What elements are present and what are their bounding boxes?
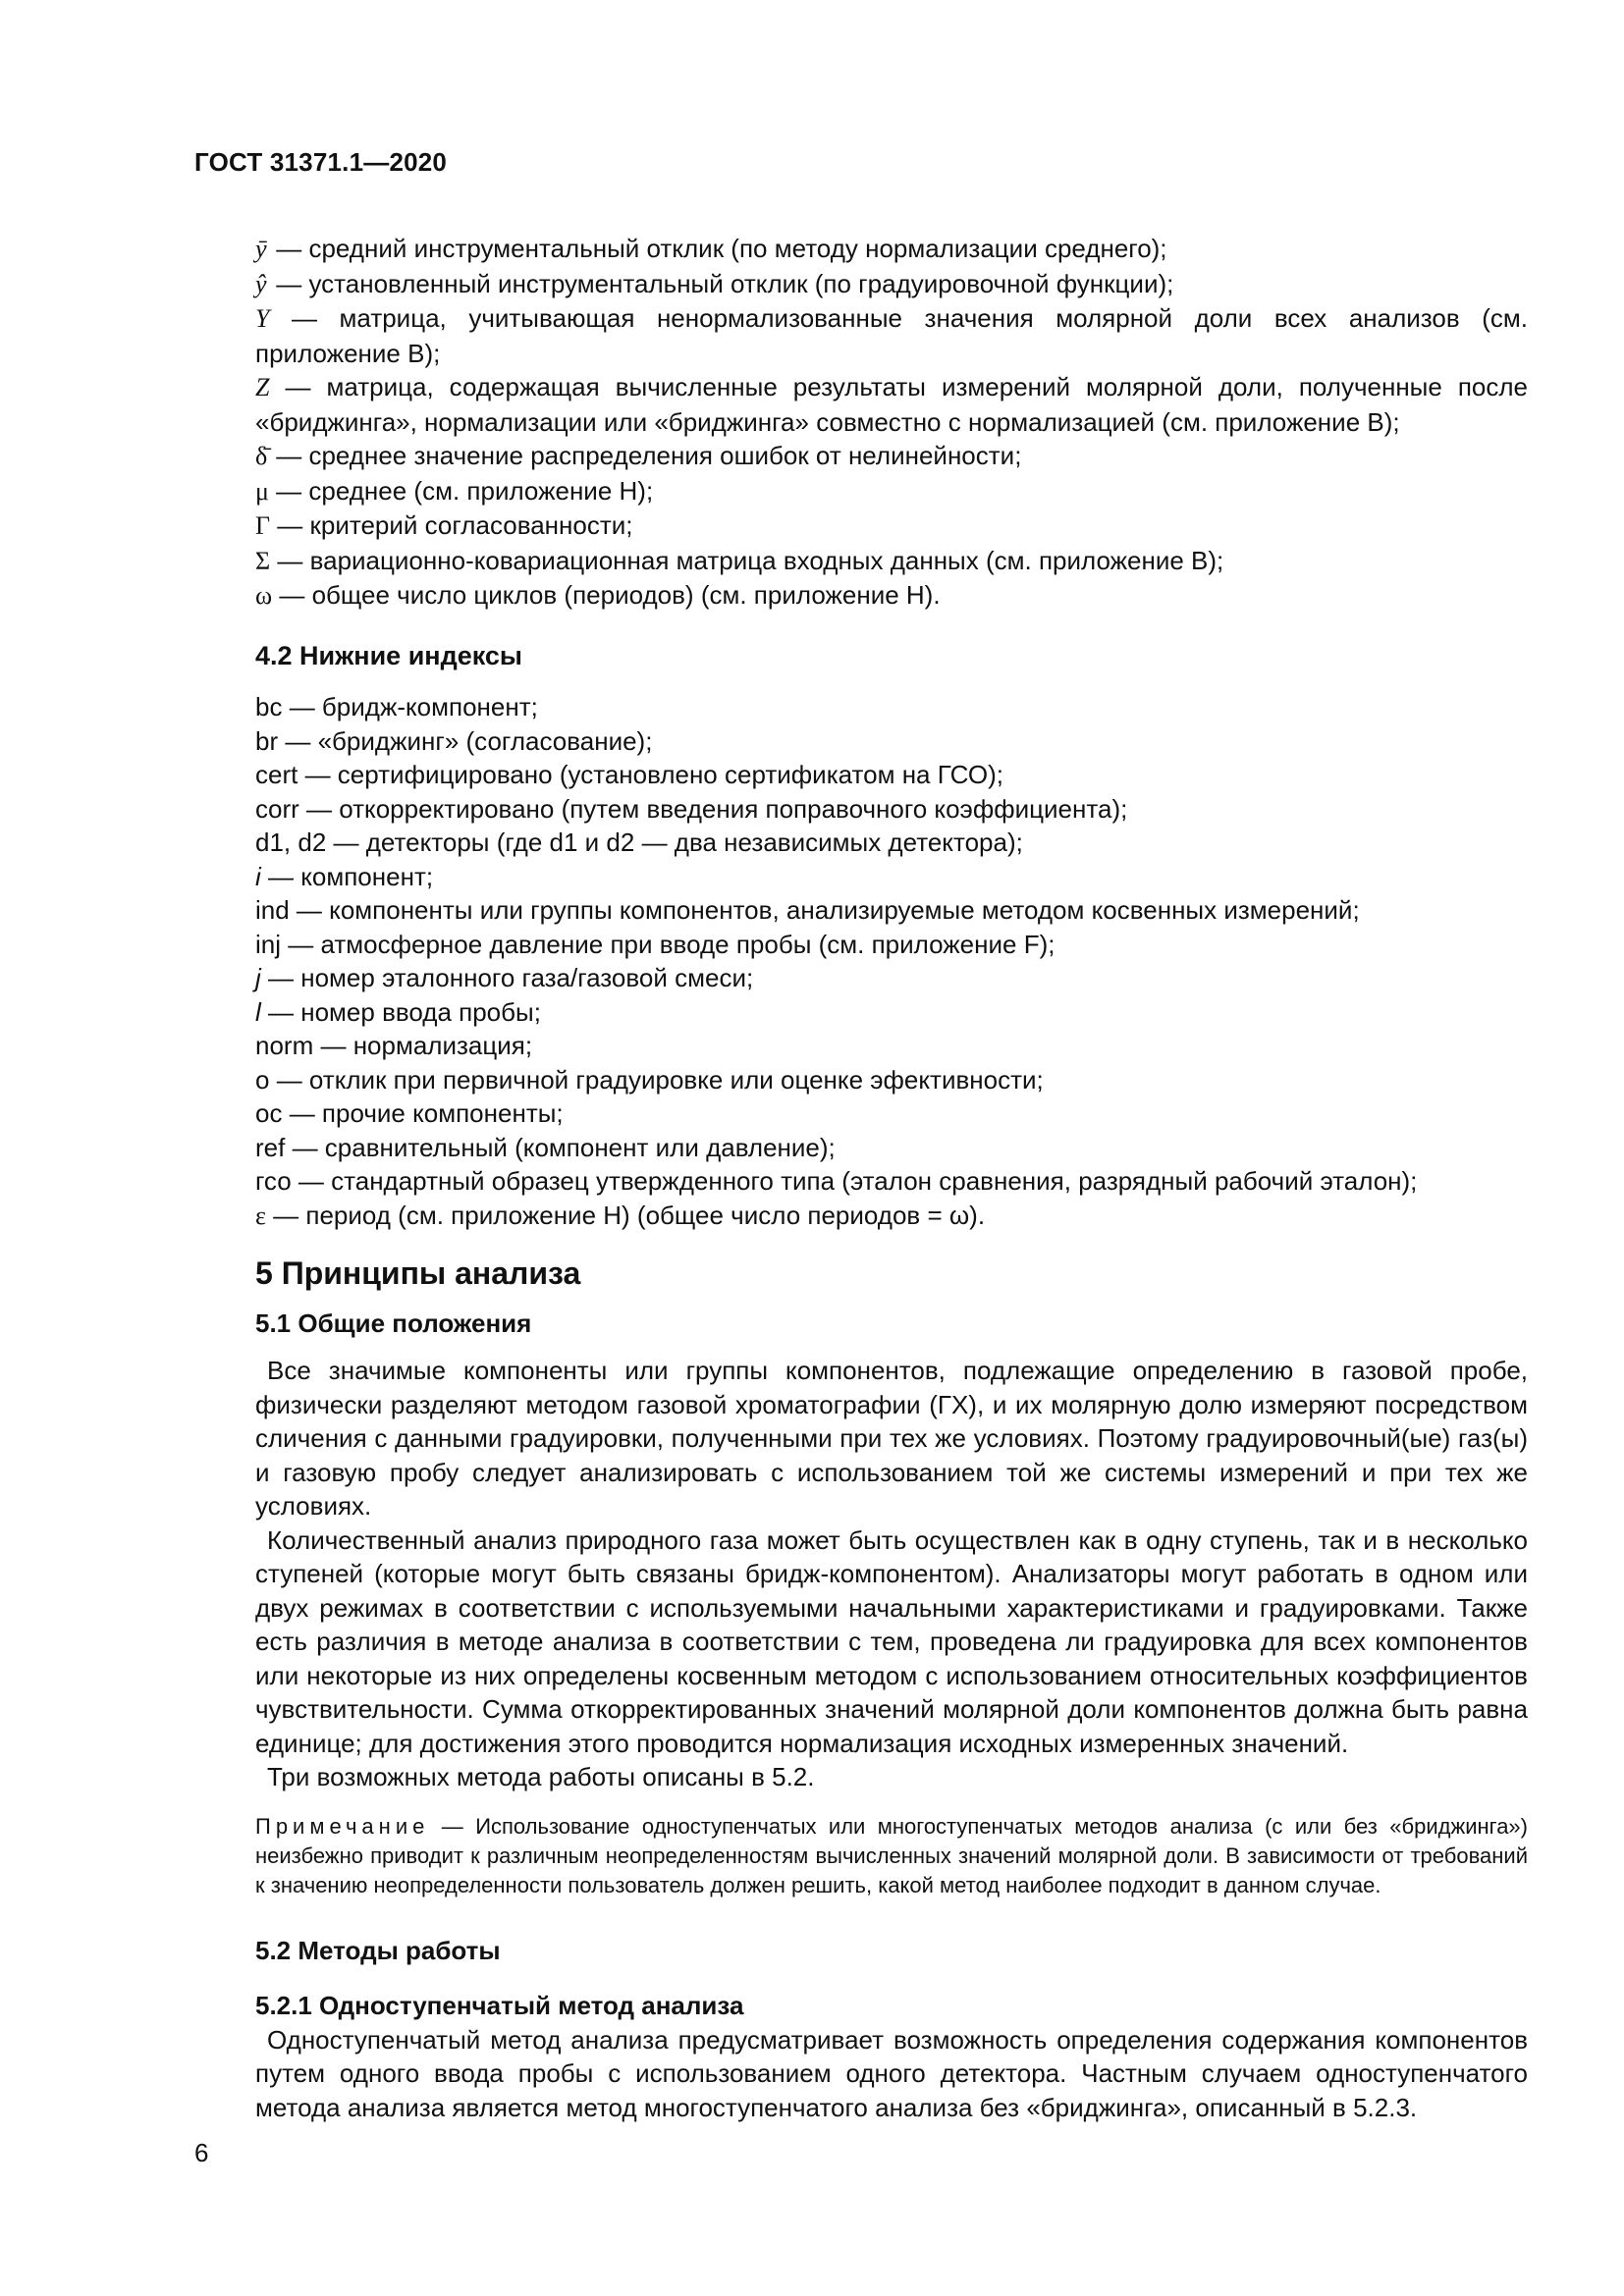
symbol: μ (255, 476, 269, 506)
subscript-definition: — отклик при первичной градуировке или оценке эфективности; (269, 1064, 1044, 1095)
subscript: oc (255, 1098, 283, 1128)
subscript: bc (255, 692, 283, 721)
symbol-item (255, 544, 1528, 579)
subscript-definition: — стандартный образец утвержденного типа (эталон сравнения, разрядный рабочий эталон); (291, 1166, 1418, 1196)
symbol-item (255, 232, 1528, 267)
symbol: Z (255, 373, 270, 401)
subscript-definition: — компоненты или группы компонентов, анализируемые методом косвенных измерений; (289, 895, 1360, 925)
subscripts-list (255, 690, 1528, 1233)
subscript: br (255, 725, 279, 756)
symbol: ŷ (255, 269, 267, 298)
subscript: ref (255, 1132, 286, 1162)
symbol: Σ (255, 546, 271, 575)
symbol-definition: — среднее значение распределения ошибок от нелинейности; (269, 441, 1022, 470)
subscript: cert (255, 760, 298, 789)
symbol-definition: — вариационно-ковариационная матрица входных данных (см. приложение В); (270, 545, 1224, 575)
subscript-definition: — прочие компоненты; (282, 1098, 564, 1128)
subscript-item (255, 690, 1528, 724)
document-header: ГОСТ 31371.1—2020 (194, 147, 448, 177)
subscript-item (255, 860, 1528, 894)
subscript-definition: — «бриджинг» (согласование); (278, 725, 653, 756)
note (255, 1812, 1528, 1900)
section-heading-5-2: 5.2 Методы работы (255, 1935, 501, 1965)
subscript-definition: — период (см. приложение Н) (общее число периодов = ω). (265, 1200, 986, 1230)
subscript-item (255, 995, 1528, 1030)
paragraph: Одноступенчатый метод анализа предусматривает возможность определения содержания компонентов путем одного ввода пробы с использованием одного детектора. Частным случаем одноступенчатого метода анализа является метод многоступенчатого анализа без «бриджинга», описанный в 5.2.3. (255, 2024, 1528, 2122)
subscript-item (255, 792, 1528, 827)
symbol-definition: — установленный инструментальный отклик (по градуировочной функции); (269, 268, 1174, 298)
symbol-item (255, 267, 1528, 302)
symbol: Y (255, 304, 270, 333)
symbol: ω (255, 581, 273, 610)
subscript-definition: — сертифицировано (установлено сертификатом на ГСО); (298, 760, 1003, 789)
subscript-definition: — номер ввода пробы; (260, 996, 541, 1027)
subscript: inj (255, 929, 282, 959)
subscript: norm (255, 1031, 314, 1060)
section-heading-5-1: 5.1 Общие положения (255, 1308, 532, 1338)
symbol: Γ (255, 511, 271, 540)
symbol-item (255, 370, 1528, 439)
symbol-item (255, 474, 1528, 509)
subscript-definition: — нормализация; (313, 1031, 533, 1060)
subscript-item (255, 758, 1528, 792)
subscript: o (255, 1064, 270, 1095)
subscript-item (255, 1029, 1528, 1063)
subscript: гсо (255, 1166, 292, 1196)
paragraph: Все значимые компоненты или группы компонентов, подлежащие определению в газовой пробе, физически разделяют методом газовой хроматографии (ГХ), и их молярную долю измеряют посредством сличения с данными градуировки, полученными при тех же условиях. Поэтому градуировочный(ые) газ(ы) и газовую пробу следует анализировать с использованием той же системы измерений и при тех же условиях. (255, 1356, 1528, 1521)
document-body (255, 232, 1528, 2124)
note-label: Примечание (255, 1813, 430, 1839)
subscript-definition: — детекторы (где d1 и d2 — два независимых детектора); (326, 828, 1023, 857)
symbol-item (255, 301, 1528, 370)
paragraph: Три возможных метода работы описаны в 5.2. (267, 1762, 815, 1791)
subscript-item (255, 1063, 1528, 1097)
symbol-definition: — общее число циклов (периодов) (см. приложение Н). (272, 580, 941, 610)
symbol-item (255, 578, 1528, 614)
subscript-item (255, 928, 1528, 962)
subscript-definition: — откорректировано (путем введения поправочного коэффициента); (298, 793, 1128, 824)
symbols-list (255, 232, 1528, 614)
symbol-definition: — матрица, содержащая вычисленные результаты измерений молярной доли, полученные после «бриджинга», нормализации или «бриджинга» совместно с нормализацией (см. приложение В); (255, 372, 1528, 437)
subscript-item (255, 1131, 1528, 1165)
subscript-item (255, 1199, 1528, 1234)
subscript: i (255, 861, 261, 891)
symbol-definition: — матрица, учитывающая ненормализованные значения молярной доли всех анализов (см. приложение В); (255, 303, 1528, 368)
subscript: ind (255, 895, 290, 925)
subscript-item (255, 893, 1528, 928)
subscript: d1, d2 (255, 828, 327, 857)
paragraph: Количественный анализ природного газа может быть осуществлен как в одну ступень, так и в несколько ступеней (которые могут быть связаны бридж-компонентом). Анализаторы могут работать в одном или двух режимах в соответствии с используемыми начальными характеристиками и градуировками. Также есть различия в методе анализа в соответствии с тем, проведена ли градуировка для всех компонентов или некоторые из них определены косвенным методом с использованием относительных коэффициентов чувствительности. Сумма откорректированных значений молярной доли компонентов должна быть равна единице; для достижения этого проводится нормализация исходных измеренных значений. (255, 1524, 1528, 1758)
symbol-definition: — средний инструментальный отклик (по методу нормализации среднего); (269, 234, 1167, 263)
section-heading-5-2-1: 5.2.1 Одноступенчатый метод анализа (255, 1991, 744, 2020)
section-heading-4-2: 4.2 Нижние индексы (255, 640, 522, 670)
subscript-item (255, 1164, 1528, 1199)
subscript: corr (255, 793, 299, 824)
subscript-definition: — номер эталонного газа/газовой смеси; (260, 963, 754, 992)
subscript-item (255, 1096, 1528, 1131)
page-number: 6 (194, 2138, 209, 2167)
symbol-item (255, 439, 1528, 474)
subscript-definition: — сравнительный (компонент или давление); (285, 1132, 836, 1162)
subscript-definition: — компонент; (260, 861, 434, 891)
symbol-definition: — среднее (см. приложение Н); (268, 475, 654, 506)
symbol-definition: — критерий согласованности; (270, 510, 633, 540)
symbol: ȳ (255, 235, 267, 263)
note-text: — Использование одноступенчатых или многоступенчатых методов анализа (с или без «бриджинга») неизбежно приводит к различным неопределенностям вычисленных значений молярной доли. В зависимости от требований к значению неопределенности пользователь должен решить, какой метод наиболее подходит в данном случае. (255, 1813, 1528, 1897)
subscript-definition: — атмосферное давление при вводе пробы (см. приложение F); (281, 929, 1056, 959)
subscript-item (255, 826, 1528, 860)
subscript-item (255, 724, 1528, 759)
subscript: j (255, 963, 261, 992)
section-heading-5: 5 Принципы анализа (255, 1255, 581, 1291)
subscript-definition: — бридж-компонент; (282, 692, 538, 721)
subscript: ε (255, 1201, 266, 1230)
subscript: l (255, 996, 261, 1027)
symbol-item (255, 508, 1528, 544)
subscript-item (255, 961, 1528, 995)
symbol: δ̄ (255, 442, 268, 470)
